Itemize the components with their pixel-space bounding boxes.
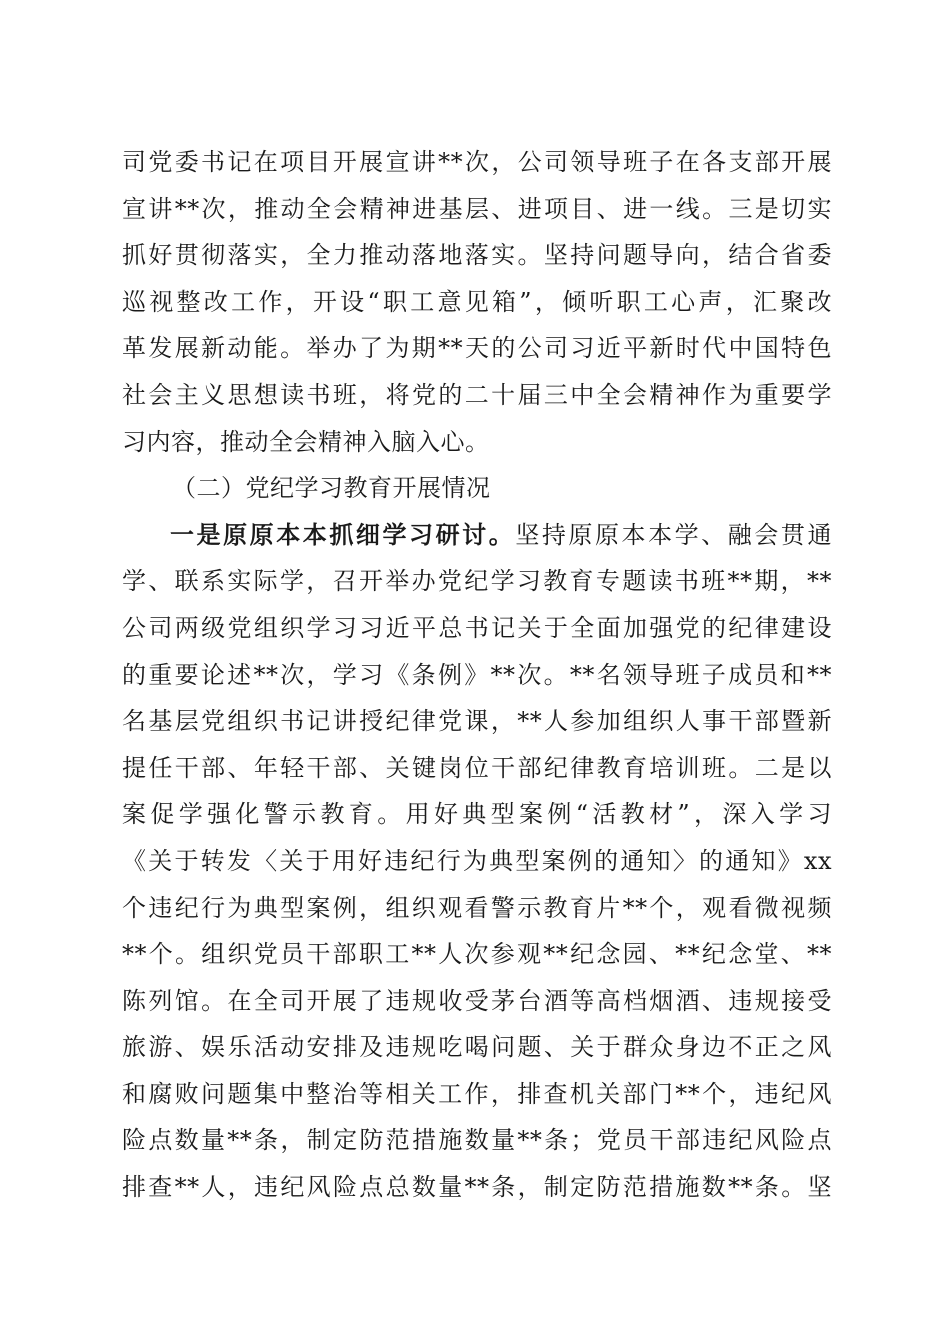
text-line: **个。组织党员干部职工**人次参观**纪念园、**纪念堂、**: [122, 940, 832, 969]
text-line: 陈列馆。在全司开展了违规收受茅台酒等高档烟酒、违规接受: [122, 986, 832, 1015]
text-line: 司党委书记在项目开展宣讲**次，公司领导班子在各支部开展: [122, 148, 832, 176]
section-heading: （二）党纪学习教育开展情况: [172, 474, 491, 503]
paragraph-first-line: [122, 512, 832, 559]
text-line: 革发展新动能。举办了为期**天的公司习近平新时代中国特色: [122, 334, 832, 363]
text-line: 提任干部、年轻干部、关键岗位干部纪律教育培训班。二是以: [122, 753, 832, 782]
text-line: 个违纪行为典型案例，组织观看警示教育片**个，观看微视频: [122, 893, 832, 922]
text-line: 社会主义思想读书班，将党的二十届三中全会精神作为重要学: [122, 380, 832, 409]
text-line: 旅游、娱乐活动安排及违规吃喝问题、关于群众身边不正之风: [122, 1033, 832, 1062]
text-line: 巡视整改工作，开设“职工意见箱”，倾听职工心声，汇聚改: [122, 287, 832, 316]
text-line: 险点数量**条，制定防范措施数量**条；党员干部违纪风险点: [122, 1126, 832, 1155]
lead-sentence: 一是原原本本抓细学习研讨。: [170, 519, 516, 549]
text-line: 的重要论述**次，学习《条例》**次。**名领导班子成员和**: [122, 660, 832, 689]
text-line: 学、联系实际学，召开举办党纪学习教育专题读书班**期，**: [122, 567, 832, 596]
text-line: 名基层党组织书记讲授纪律党课，**人参加组织人事干部暨新: [122, 707, 832, 736]
text-line: 案促学强化警示教育。用好典型案例“活教材”，深入学习: [122, 800, 832, 829]
text-line: 《关于转发〈关于用好违纪行为典型案例的通知〉的通知》xx: [122, 846, 832, 875]
document-body: [122, 139, 832, 1211]
first-line-rest: 坚持原原本本学、融会贯通: [515, 520, 832, 549]
text-line: 公司两级党组织学习习近平总书记关于全面加强党的纪律建设: [122, 613, 832, 642]
text-line: 排查**人，违纪风险点总数量**条，制定防范措施数**条。坚: [122, 1173, 832, 1202]
text-line: 习内容，推动全会精神入脑入心。: [122, 427, 490, 456]
text-line: 和腐败问题集中整治等相关工作，排查机关部门**个，违纪风: [122, 1079, 832, 1108]
text-line: 抓好贯彻落实，全力推动落地落实。坚持问题导向，结合省委: [122, 241, 832, 270]
text-line: 宣讲**次，推动全会精神进基层、进项目、进一线。三是切实: [122, 194, 832, 223]
